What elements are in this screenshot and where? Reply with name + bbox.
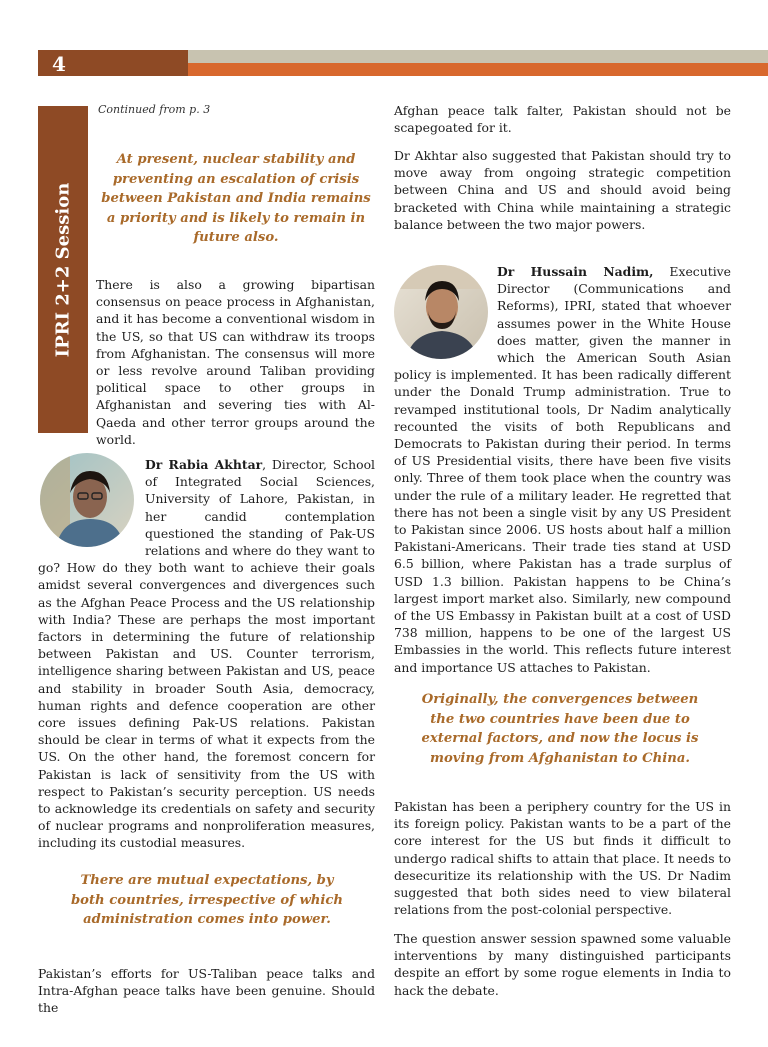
speaker-text-nadim: Executive Director (Communications and Reforms), IPRI, stated that whoever assumes power in the White House does matter, given the manner in which the American South Asian policy is implemented. It has been radically different under the Donald Trump administration. True to revamped institutional tools, Dr Nadim analytically recounted the visits of both Republicans and Democrats to Pakistan during their period. In terms of US Presidential visits, there have been five visits only. Three of them took place when the country was under the rule of a military leader. He regretted that there has not been a single visit by any US President to Pakistan since 2006. US hosts about half a million Pakistani-Americans. Their trade ties stand at USD 6.5 billion, where Pakistan has a trade surplus of USD 1.3 billion. Pakistan happens to be China’s largest import market also. Similarly, new compound of the US Embassy in Pakistan built at a cost of USD 738 million, happens to be one of the largest US Embassies in the world. This reflects future interest and importance US attaches to Pakistan. [394,264,731,675]
page-header-bar [38,50,768,76]
speaker-name-akhtar: Dr Rabia Akhtar [145,457,263,472]
paragraph-akhtar [38,456,375,852]
paragraph-text: Dr Akhtar also suggested that Pakistan should try to move away from ongoing strategic competition between China and US and should avoid being bracketed with China while maintaining a strategic balance between the two major powers. [394,148,731,232]
page-number-box [38,50,188,76]
paragraph-text: There is also a growing bipartisan consensus on peace process in Afghanistan, and it has become a conventional wisdom in the US, so that US can withdraw its troops from Afghanistan. The consensus will more or less revolve around Taliban providing political space to other groups in Afghanistan and severing ties with Al-Qaeda and other terror groups around the world. [96,277,375,447]
paragraph-text: Afghan peace talk falter, Pakistan should not be scapegoated for it. [394,103,731,136]
pull-quote-expectations: There are mutual expectations, by both countries, irrespective of which administration comes into power. [70,873,344,927]
section-sidebar [38,106,88,433]
paragraph-nadim [394,263,731,676]
paragraph-text: The question answer session spawned some valuable interventions by many distinguished participants despite an effort by some rogue elements in India to hack the debate. [394,931,731,998]
paragraph-afghan-talks [394,102,731,136]
page-number: 4 [52,52,66,76]
paragraph-taliban-talks [38,965,375,1017]
speaker-text-akhtar: , Director, School of Integrated Social Sciences, University of Lahore, Pakistan, in her candid contemplation questioned the standing of Pak-US relations and where do they want to go? How do they both want to achieve their goals amidst several convergences and divergences such as the Afghan Peace Process and the US relationship with India? These are perhaps the most important factors in determining the future of relationship between Pakistan and US. Counter terrorism, intelligence sharing between Pakistan and US, peace and stability in broader South Asia, democracy, human rights and defence cooperation are other core issues defining Pak-US relations. Pakistan should be clear in terms of what it expects from the US. On the other hand, the foremost concern for Pakistan is lack of sensitivity from the US with respect to Pakistan’s security perception. US needs to acknowledge its credentials on safety and security of nuclear programs and nonproliferation measures, including its custodial measures. [38,457,375,851]
paragraph-bipartisan [96,276,375,448]
paragraph-text: Pakistan’s efforts for US-Taliban peace talks and Intra-Afghan peace talks have been genuine. Should the [38,966,375,1016]
photo-wrap-space [394,263,497,364]
section-label: IPRI 2+2 Session [52,182,74,357]
paragraph-text: Pakistan has been a periphery country for the US in its foreign policy. Pakistan wants to be a part of the core interest for the US but finds it difficult to undergo radical shifts to attain that place. It needs to desecuritize its relationship with the US. Dr Nadim suggested that both sides need to view bilateral relations from the post-colonial perspective. [394,799,731,918]
paragraph-strategic-balance [394,147,731,233]
continued-note: Continued from p. 3 [98,103,211,116]
pull-quote-convergences: Originally, the convergences between the two countries have been due to external factors, and now the locus is moving from Afghanistan to China. [421,692,699,766]
paragraph-periphery [394,798,731,918]
header-gray-stripe [188,50,768,63]
paragraph-qa-session [394,930,731,999]
photo-wrap-space [38,456,145,557]
speaker-name-nadim: Dr Hussain Nadim, [497,264,654,279]
pull-quote-nuclear: At present, nuclear stability and preventing an escalation of crisis between Pakistan and India remains a priority and is likely to remain in future also. [101,152,371,245]
